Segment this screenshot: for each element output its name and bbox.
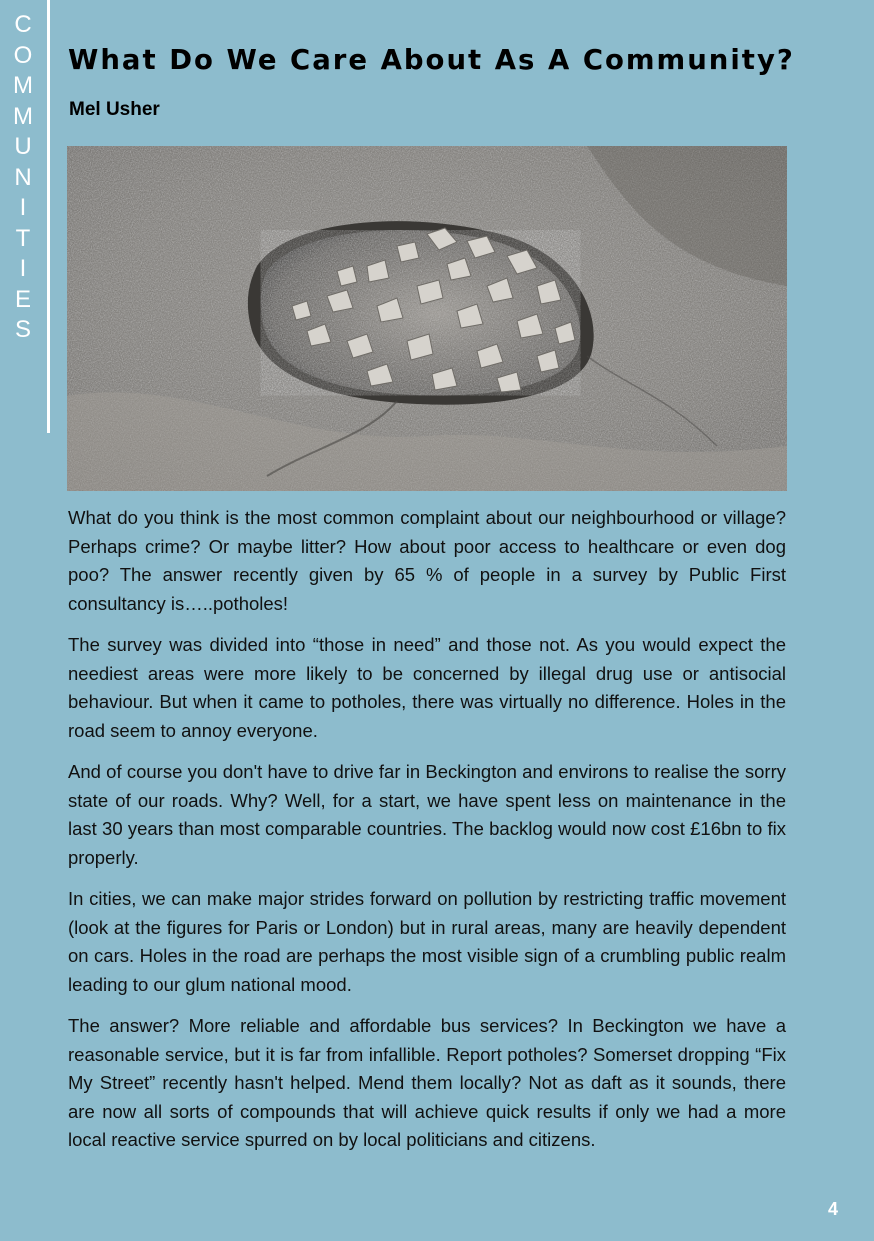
- section-letter: N: [14, 163, 32, 191]
- page-number: 4: [827, 1199, 838, 1219]
- article-title: What Do We Care About As A Community?: [68, 44, 795, 76]
- section-letter: O: [13, 41, 33, 69]
- article-body: [68, 504, 786, 1168]
- section-letter: M: [13, 102, 33, 130]
- body-paragraph: And of course you don't have to drive far in Beckington and environs to realise the sorry state of our roads. Why? Well, for a start, we have spent less on maintenance in the last 30 years than most comparable countries. The backlog would now cost £16bn to fix properly.: [68, 761, 786, 868]
- section-letter: E: [14, 285, 31, 313]
- pothole-photo: [67, 146, 787, 491]
- body-paragraph: The answer? More reliable and affordable bus services? In Beckington we have a reasonable service, but it is far from infallible. Report potholes? Somerset dropping “Fix My Street” recently hasn't helped. Mend them locally? Not as daft as it sounds, there are now all sorts of compounds that will achieve quick results if only we had a more local reactive service spurred on by local politicians and citizens.: [68, 1015, 786, 1150]
- section-letter: I: [19, 255, 27, 282]
- section-letter: I: [19, 194, 27, 221]
- section-letter: T: [15, 224, 31, 252]
- body-paragraph: What do you think is the most common complaint about our neighbourhood or village? Perhaps crime? Or maybe litter? How about poor access to healthcare or even dog poo? The answer recently given by 65 % of people in a survey by Public First consultancy is…..potholes!: [68, 507, 786, 614]
- body-paragraph: In cities, we can make major strides forward on pollution by restricting traffic movement (look at the figures for Paris or London) but in rural areas, many are heavily dependent on cars. Holes in the road are perhaps the most visible sign of a crumbling public realm leading to our glum national mood.: [68, 888, 786, 995]
- section-label-communities: [0, 10, 46, 346]
- section-letter: S: [14, 316, 31, 343]
- article-author: Mel Usher: [69, 99, 160, 120]
- section-letter: C: [14, 11, 32, 38]
- section-letter: M: [13, 72, 33, 99]
- sidebar-divider: [47, 0, 50, 433]
- body-paragraph: The survey was divided into “those in need” and those not. As you would expect the neediest areas were more likely to be concerned by illegal drug use or antisocial behaviour. But when it came to potholes, there was virtually no difference. Holes in the road seem to annoy everyone.: [68, 634, 786, 741]
- section-letter: U: [14, 133, 32, 160]
